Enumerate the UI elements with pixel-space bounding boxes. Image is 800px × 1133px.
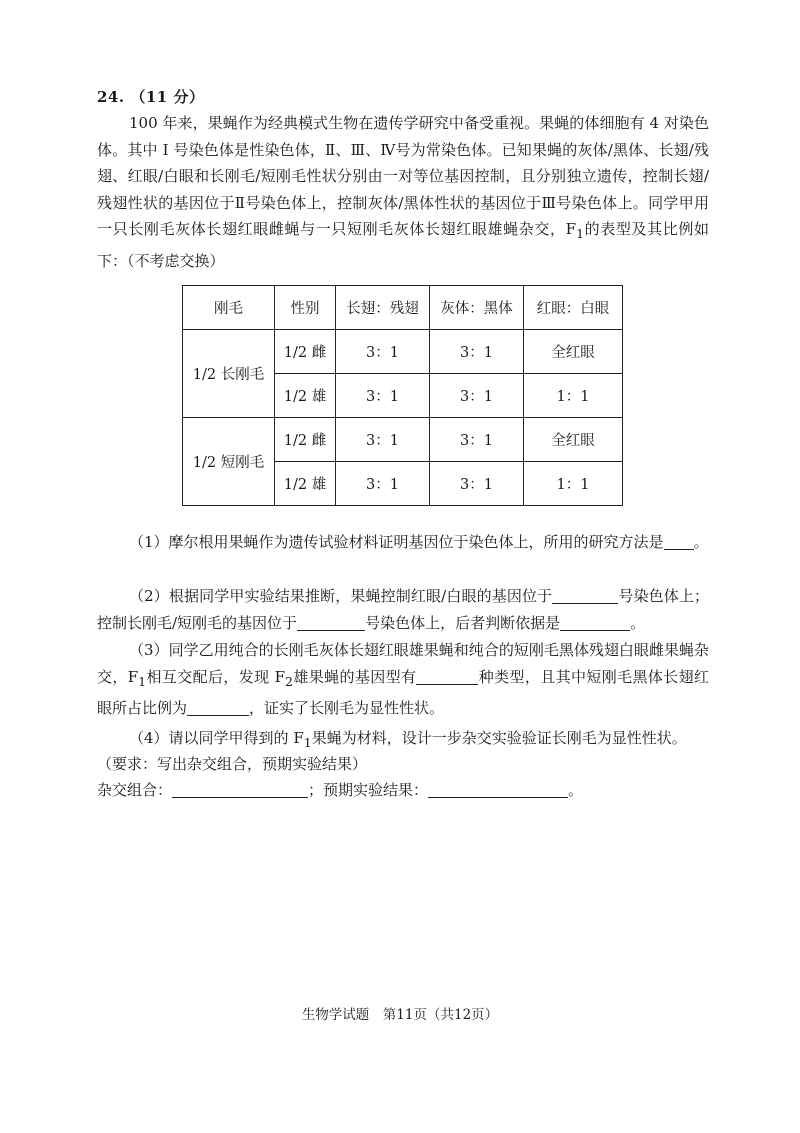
table-cell: 1/2 雌 <box>275 418 336 462</box>
answer-blank-2b[interactable] <box>297 614 365 631</box>
f1-subscript: 1 <box>576 226 585 242</box>
q2-end: 。 <box>630 613 646 632</box>
group-label-short-bristle: 1/2 短刚毛 <box>183 418 275 506</box>
q3-text-a: （3）同学乙用纯合的长刚毛灰体长翅红眼雄果蝇和纯合的短刚毛黑体残翅白眼雌果蝇杂交，F <box>97 641 709 686</box>
q2-text-a: （2）根据同学甲实验结果推断，果蝇控制红眼/白眼的基因位于 <box>129 587 553 605</box>
answer-blank-2a[interactable] <box>552 587 618 604</box>
table-cell: 3：1 <box>336 418 430 462</box>
question-score: （11 分） <box>130 88 205 106</box>
subquestion-4-requirement: （要求：写出杂交组合，预期实验结果） <box>97 755 368 773</box>
table-cell: 1：1 <box>524 374 623 418</box>
subquestion-1 <box>97 529 709 556</box>
table-cell: 3：1 <box>336 462 430 506</box>
answer-blank-1[interactable] <box>664 533 694 550</box>
col-header-bristle: 刚毛 <box>183 286 275 330</box>
answer-blank-cross[interactable] <box>172 781 308 798</box>
subquestion-4-answer-line <box>97 777 709 804</box>
table-cell: 3：1 <box>430 374 524 418</box>
table-cell: 3：1 <box>336 374 430 418</box>
table-cell: 全红眼 <box>524 330 623 374</box>
q3-text-b: 相互交配后，发现 F <box>146 667 286 686</box>
answer-blank-3b[interactable] <box>187 699 249 716</box>
q1-end: 。 <box>693 533 709 551</box>
table-cell: 3：1 <box>430 330 524 374</box>
intro-text: 100 年来，果蝇作为经典模式生物在遗传学研究中备受重视。果蝇的体细胞有 4 对染色体。其中 I 号染色体是性染色体，Ⅱ、Ⅲ、Ⅳ号为常染色体。已知果蝇的灰体/黑体、长翅/残翅、红眼/白眼和长刚毛/短刚毛性状分别由一对等位基因控制，且分别独立遗传，控制长翅/残翅性状的基因位于Ⅱ号染色体上，控制灰体/黑体性状的基因位于Ⅲ号染色体上。同学甲用一只长刚毛灰体长翅红眼雌蝇与一只短刚毛灰体长翅红眼雄蝇杂交，F <box>97 114 709 239</box>
answer-blank-3a[interactable] <box>416 668 478 685</box>
answer-blank-result[interactable] <box>428 781 568 798</box>
q3-end: ，证实了长刚毛为显性性状。 <box>249 699 445 718</box>
table-cell: 1：1 <box>524 462 623 506</box>
subquestion-2 <box>97 583 709 636</box>
table-cell: 3：1 <box>430 418 524 462</box>
subquestion-3 <box>97 637 709 722</box>
table-cell: 全红眼 <box>524 418 623 462</box>
table-cell: 1/2 雌 <box>275 330 336 374</box>
group-label-long-bristle: 1/2 长刚毛 <box>183 330 275 418</box>
q4-f1-sub: 1 <box>303 735 312 750</box>
q4-text-a: （4）请以同学甲得到的 F <box>129 729 304 747</box>
q2-text-b: 号染色体上；控制长刚毛/短刚毛的基因位于 <box>97 587 709 632</box>
table-cell: 1/2 雄 <box>275 462 336 506</box>
table-cell: 1/2 雄 <box>275 374 336 418</box>
q3-text-d: 种类型，且其中短刚毛黑体长翅红眼所占比例为 <box>97 667 709 718</box>
q2-text-c: 号染色体上，后者判断依据是 <box>365 613 561 632</box>
expected-result-label: ；预期实验结果： <box>308 781 429 799</box>
question-intro <box>97 110 709 275</box>
table-cell: 3：1 <box>336 330 430 374</box>
q3-f2-sub: 2 <box>285 673 293 689</box>
table-cell: 3：1 <box>430 462 524 506</box>
table-header-row <box>183 286 623 330</box>
q4-text-b: 果蝇为材料，设计一步杂交实验验证长刚毛为显性性状。 <box>311 729 687 747</box>
col-header-eye: 红眼：白眼 <box>524 286 623 330</box>
q4-end: 。 <box>568 781 584 799</box>
q1-text: （1）摩尔根用果蝇作为遗传试验材料证明基因位于染色体上，所用的研究方法是 <box>129 533 664 551</box>
table-row <box>183 418 623 462</box>
cross-combination-label: 杂交组合： <box>97 781 173 799</box>
col-header-sex: 性别 <box>275 286 336 330</box>
table-row <box>183 330 623 374</box>
col-header-wing: 长翅：残翅 <box>336 286 430 330</box>
q3-text-c: 雄果蝇的基因型有 <box>292 667 417 686</box>
q3-f1-sub: 1 <box>138 673 147 689</box>
question-number: 24. <box>97 88 125 106</box>
intro-end-text: 的表型及其比例如下：（不考虑交换） <box>97 220 709 270</box>
answer-blank-2c[interactable] <box>560 614 630 631</box>
page-footer: 生物学试题 第11页（共12页） <box>301 1007 499 1023</box>
question-header <box>97 86 204 107</box>
col-header-body: 灰体：黑体 <box>430 286 524 330</box>
phenotype-ratio-table <box>182 285 623 506</box>
